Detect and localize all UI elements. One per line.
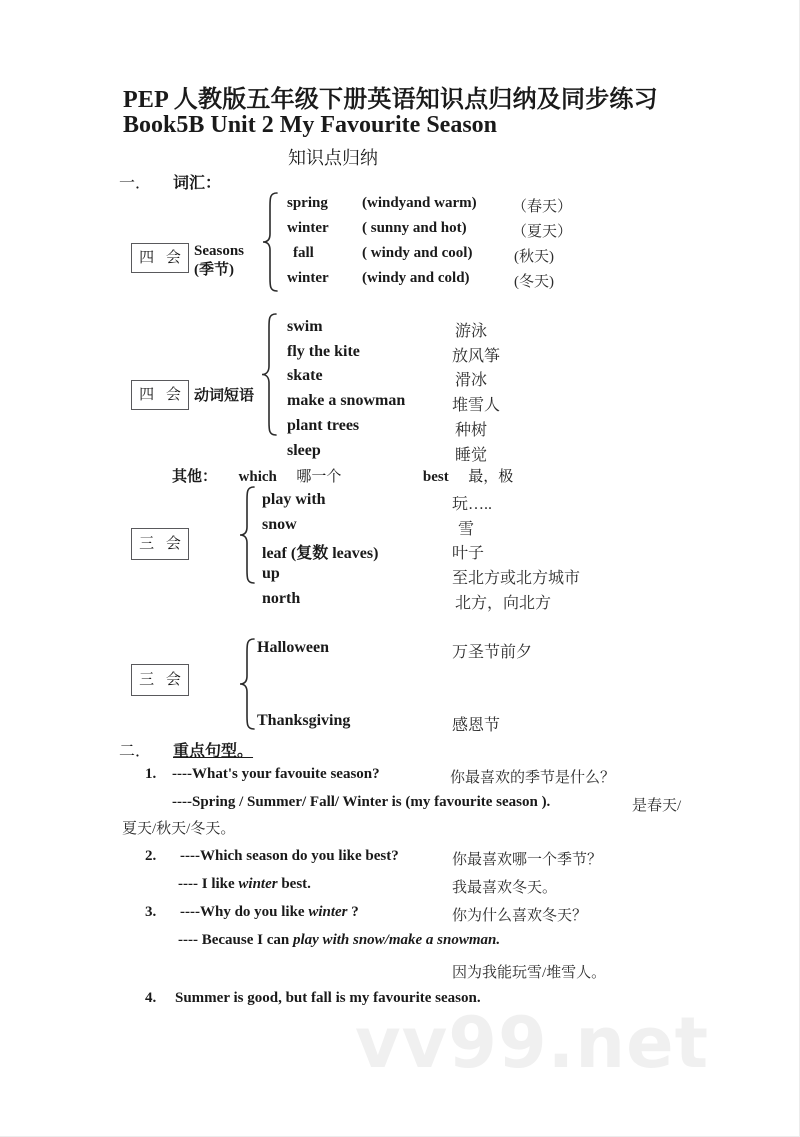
level-tag-box: 三 会 — [131, 528, 189, 560]
vocab-mid: ( windy and cool) — [362, 245, 473, 261]
sentence-index: 2. — [145, 848, 157, 864]
curly-brace-icon — [238, 638, 258, 730]
vocab-cn: (秋天) — [514, 249, 554, 265]
vocab-cn: 游泳 — [455, 323, 488, 340]
curly-brace-icon — [238, 486, 258, 584]
vocab-en: fall — [293, 245, 314, 261]
sentence-cn: 你为什么喜欢冬天？ — [452, 908, 588, 924]
sentence-cn: 因为我能玩雪/堆雪人。 — [452, 965, 607, 981]
vocab-cn: 玩….. — [452, 496, 493, 513]
vocab-cn: 北方，向北方 — [455, 595, 552, 612]
curly-brace-icon — [261, 192, 281, 292]
other-words-line — [172, 465, 513, 486]
vocab-cn: 万圣节前夕 — [452, 644, 533, 661]
vocab-en: Halloween — [257, 639, 329, 656]
vocab-cn: （夏天） — [512, 224, 573, 240]
vocab-en: sleep — [287, 442, 321, 459]
vocab-cn: 堆雪人 — [452, 397, 501, 414]
sentence-en-post: ? — [347, 904, 359, 920]
sentence-cn: 你最喜欢的季节是什么？ — [450, 770, 616, 786]
vocab-mid: ( sunny and hot) — [362, 220, 467, 236]
vocab-en: winter — [287, 270, 329, 286]
section-1-number: 一． — [119, 175, 152, 192]
sentence-en-pre: ---- Because I can — [178, 932, 293, 948]
vocab-mid: (windy and cold) — [362, 270, 470, 286]
vocab-mid: (windyand warm) — [362, 195, 477, 211]
sentence-en: ----Which season do you like best? — [180, 848, 399, 864]
sentence-cn: 夏天/秋天/冬天。 — [122, 821, 236, 837]
sentence-en-italic: play with snow/make a snowman. — [292, 932, 501, 948]
sentence-en: ----Spring / Summer/ Fall/ Winter is (my favourite season ). — [172, 794, 551, 810]
section-1-label: 词汇： — [173, 175, 222, 192]
vocab-en: Thanksgiving — [257, 712, 351, 729]
sentence-en: Summer is good, but fall is my favourite season. — [175, 990, 481, 1006]
other-label: 其他： — [172, 469, 218, 485]
vocab-cn: 至北方或北方城市 — [452, 570, 581, 587]
vocab-en: winter — [287, 220, 329, 236]
sentence-index: 3. — [145, 904, 157, 920]
other-word-cn: 最，极 — [468, 469, 514, 485]
vocab-en: up — [262, 565, 280, 582]
vocab-cn: （春天） — [512, 199, 573, 215]
vocab-en: plant trees — [287, 417, 360, 434]
vocab-cn: 睡觉 — [455, 447, 488, 464]
vocab-en: play with — [262, 491, 326, 508]
curly-brace-icon — [260, 313, 280, 436]
other-word-cn: 哪一个 — [296, 469, 342, 485]
sentence-en-post: best. — [277, 876, 311, 892]
sentence-en: ----What's your favouite season? — [172, 766, 380, 782]
sentence-en-italic: winter — [238, 876, 278, 892]
vocab-cn: 放风筝 — [452, 348, 501, 365]
page-title: PEP 人教版五年级下册英语知识点归纳及同步练习 — [123, 87, 658, 113]
level-tag-box: 三 会 — [131, 664, 189, 696]
vocab-en: snow — [262, 516, 297, 533]
section-2-heading — [119, 738, 253, 761]
group-label-cn: 动词短语 — [194, 388, 255, 404]
sentence-index: 4. — [145, 990, 157, 1006]
group-label-cn: (季节) — [194, 261, 234, 278]
sentence-index: 1. — [145, 766, 157, 782]
vocab-cn: (冬天) — [514, 274, 554, 290]
level-tag-box: 四 会 — [131, 243, 189, 273]
vocab-en: spring — [287, 195, 328, 211]
vocab-cn: 滑冰 — [455, 372, 488, 389]
level-tag-box: 四 会 — [131, 380, 189, 410]
sentence-cn: 是春天/ — [632, 798, 682, 814]
section-1-heading — [119, 170, 221, 193]
other-word-en: which — [238, 469, 277, 485]
vocab-en: swim — [287, 318, 323, 335]
vocab-en: skate — [287, 367, 323, 384]
sentence-cn: 我最喜欢冬天。 — [452, 880, 558, 896]
site-watermark: vv99.net — [355, 1002, 710, 1084]
vocab-cn: 雪 — [458, 521, 475, 538]
vocab-cn: 种树 — [455, 422, 488, 439]
vocab-en: make a snowman — [287, 392, 406, 409]
vocab-cn: 感恩节 — [452, 717, 501, 734]
sentence-cn: 你最喜欢哪一个季节？ — [452, 852, 603, 868]
sentence-en-italic: winter — [308, 904, 348, 920]
vocab-en: leaf (复数 leaves) — [262, 545, 379, 562]
sentence-en — [180, 904, 359, 921]
group-label-verb-phrases — [194, 387, 254, 406]
section-2-label: 重点句型。 — [173, 743, 254, 760]
group-label-seasons — [194, 242, 244, 280]
page-subtitle-unit: Book5B Unit 2 My Favourite Season — [123, 112, 498, 138]
other-word-en: best — [422, 469, 449, 485]
vocab-en: fly the kite — [287, 343, 360, 360]
sentence-en-pre: ----Why do you like — [180, 904, 309, 920]
section-2-number: 二． — [119, 743, 152, 760]
sentence-en — [178, 932, 500, 949]
group-label-en: Seasons — [194, 243, 245, 259]
sentence-en — [178, 876, 311, 893]
vocab-cn: 叶子 — [452, 545, 485, 562]
page-subtitle-summary: 知识点归纳 — [288, 148, 378, 168]
sentence-en-pre: ---- I like — [178, 876, 239, 892]
vocab-en: north — [262, 590, 301, 607]
